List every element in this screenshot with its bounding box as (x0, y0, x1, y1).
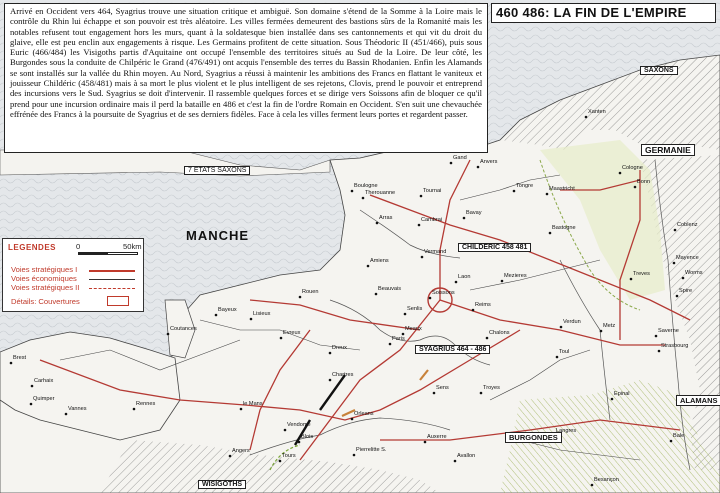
city-label-bale: Bale (673, 433, 685, 439)
city-label-worms: Worms (685, 270, 703, 276)
city-label-senlis: Senlis (407, 306, 423, 312)
legend-details: Détails: Couvertures (11, 297, 80, 306)
city-dot-therouanne (362, 197, 365, 200)
city-label-blois: Blois (301, 434, 314, 440)
city-label-bayeux: Bayeux (218, 307, 237, 313)
city-dot-quimper (30, 403, 33, 406)
city-label-lisieux: Lisieux (253, 311, 271, 317)
city-label-laon: Laon (458, 274, 471, 280)
city-label-troyes: Troyes (483, 385, 500, 391)
city-label-arras: Arras (379, 215, 393, 221)
city-dot-blois (298, 441, 301, 444)
city-dot-toul (556, 356, 559, 359)
city-label-tours: Tours (282, 453, 296, 459)
city-dot-rouen (299, 296, 302, 299)
city-dot-cambrai (418, 224, 421, 227)
city-dot-evreux (280, 337, 283, 340)
city-label-bavay: Bavay (466, 210, 482, 216)
city-dot-spire (676, 295, 679, 298)
city-dot-anvers (477, 166, 480, 169)
city-dot-meaux (402, 333, 405, 336)
city-dot-bayeux (215, 314, 218, 317)
city-label-evreux: Evreux (283, 330, 301, 336)
city-label-saverne: Saverne (658, 328, 679, 334)
city-label-therouanne: Therouanne (365, 190, 396, 196)
map-title-text: 460 486: LA FIN DE L'EMPIRE (496, 5, 687, 20)
city-label-anvers: Anvers (480, 159, 498, 165)
city-label-orleans: Orleans (354, 411, 374, 417)
city-dot-auxerre (424, 441, 427, 444)
city-dot-maastricht (546, 193, 549, 196)
city-dot-vendome (284, 429, 287, 432)
city-label-amiens: Amiens (370, 258, 389, 264)
scale-end-label: 50km (123, 242, 142, 251)
city-label-epinal: Epinal (614, 391, 630, 397)
city-label-treves: Treves (633, 271, 650, 277)
city-dot-senlis (404, 313, 407, 316)
city-label-langres: Langres (556, 428, 577, 434)
city-dot-besancon (591, 484, 594, 487)
city-label-mayence: Mayence (676, 255, 699, 261)
city-label-angers: Angers (232, 448, 250, 454)
city-dot-verdun (560, 326, 563, 329)
city-dot-amiens (367, 265, 370, 268)
city-dot-lisieux (250, 318, 253, 321)
region-alamans: ALAMANS (676, 395, 720, 406)
city-label-cambrai: Cambrai (421, 217, 443, 223)
city-dot-mezieres (501, 280, 504, 283)
city-dot-gand (450, 162, 453, 165)
city-dot-dreux (329, 352, 332, 355)
city-label-chalons: Chalons (489, 330, 510, 336)
city-dot-chartres (329, 379, 332, 382)
legend-coverage-swatch (107, 296, 129, 306)
city-label-paris: Paris (392, 336, 405, 342)
scale-zero-label: 0 (76, 242, 81, 251)
city-dot-tournai (420, 195, 423, 198)
legend-line-2 (89, 288, 135, 289)
map-title (491, 3, 716, 23)
city-label-besancon: Besançon (594, 477, 619, 483)
city-label-dreux: Dreux (332, 345, 347, 351)
city-dot-carhaix (31, 385, 34, 388)
city-dot-bavay (463, 217, 466, 220)
legend-title: LEGENDES (8, 243, 57, 252)
region-wisigoths: WISIGOTHS (198, 480, 246, 489)
city-dot-worms (682, 277, 685, 280)
city-label-bonn: Bonn (637, 179, 651, 185)
city-dot-rennes (133, 408, 136, 411)
region-burgondes: BURGONDES (505, 432, 562, 443)
legend-line-1 (89, 270, 135, 272)
scale-bar (78, 252, 138, 255)
city-label-brest: Brest (13, 355, 27, 361)
city-dot-laon (455, 281, 458, 284)
city-label-spire: Spire (679, 288, 693, 294)
city-label-metz: Metz (603, 323, 616, 329)
city-dot-strasbourg (658, 350, 661, 353)
city-dot-brest (10, 362, 13, 365)
city-label-verdun: Verdun (563, 319, 581, 325)
city-label-reims: Reims (475, 302, 491, 308)
city-dot-paris (389, 343, 392, 346)
city-dot-arras (376, 222, 379, 225)
city-label-maastricht: Maastricht (549, 186, 575, 192)
city-dot-avallon (454, 460, 457, 463)
legend-box (2, 238, 144, 312)
city-label-meaux: Meaux (405, 326, 422, 332)
intro-text-box (4, 3, 488, 153)
city-label-rouen: Rouen (302, 289, 319, 295)
city-dot-boulogne (351, 190, 354, 193)
intro-text: Arrivé en Occident vers 464, Syagrius trouve une situation critique et ambiguë. Son domaine s'étend de la Somme à la Loire mais le contrôle du Rhin lui échappe et son pouvoir est très aléatoire. Les villes fermées demeurent des bastions sûrs de la Romanité mais les notables refusent tout engagement hors les murs, quant à la soldatesque bien installée dans ses cantonnements et qui vit du droit du glaive, elle est peu enclin aux engagements à risque. Les Germains profitent de cette situation. Sous Théodoric II (451/466), puis sous Euric (466/484) les Visigoths partis d'Aquitaine ont occupé l'ensemble des territoires situés au Sud de la Loire. De leur côté, les Burgondes sous la conduite de Chilpéric le Grand (476/491) ont acquis l'ensemble des terres du Bassin Rhodanien. Enfin les Alamands se sont installés sur la vallée du Rhin moyen. Au Nord, Syagrius a réussi à maintenir les ambitions des Francs en flattant le vaniteux et jouisseur Childéric (458/481) mais à sa mort le plus violent et le plus intelligent de ses rejetons, Clovis, prend le pouvoir et entreprend des incursions vers le Sud. Syagrius se doit d'intervenir. Il rassemble quelques forces et se dirige vers Soissons afin de bloquer ce qu'il prend pour une incursion ordinaire mais il perd la bataille en 486 et c'est la fin de l'ordre Romain en Occident. S'en suit une chevauchée effrénée des Francs à la poursuite de Syagrius et de ses derniers fidèles. Face à cela les villes ferment leurs portes et regardent passer. (10, 6, 482, 119)
city-label-vermand: Vermand (424, 249, 447, 255)
city-label-coutances: Coutances (170, 326, 197, 332)
legend-voies-eco: Voies économiques (11, 274, 77, 283)
region-etats-saxons: 7 ETATS SAXONS (184, 166, 250, 175)
city-dot-tongre (513, 190, 516, 193)
city-dot-soissons (429, 297, 432, 300)
city-label-toul: Toul (559, 349, 570, 355)
city-label-boulogne: Boulogne (354, 183, 378, 189)
city-label-coblenz: Coblenz (677, 222, 698, 228)
city-label-carhaix: Carhaix (34, 378, 54, 384)
city-label-tournai: Tournai (423, 188, 442, 194)
city-dot-sens (433, 392, 436, 395)
city-label-auxerre: Auxerre (427, 434, 447, 440)
city-label-quimper: Quimper (33, 396, 55, 402)
city-label-sens: Sens (436, 385, 449, 391)
city-dot-saverne (655, 335, 658, 338)
city-label-chartres: Chartres (332, 372, 354, 378)
city-label-gand: Gand (453, 155, 467, 161)
city-label-strasbourg: Strasbourg (661, 343, 689, 349)
region-saxons: SAXONS (640, 66, 678, 75)
city-dot-cologne (619, 172, 622, 175)
city-dot-epinal (611, 398, 614, 401)
city-dot-le-mans (240, 408, 243, 411)
city-label-soissons: Soissons (432, 290, 455, 296)
city-label-beauvais: Beauvais (378, 286, 402, 292)
city-dot-coblenz (674, 229, 677, 232)
city-dot-angers (229, 455, 232, 458)
city-dot-mayence (673, 262, 676, 265)
city-label-vannes: Vannes (68, 406, 87, 412)
city-label-tongre: Tongre (516, 183, 534, 189)
region-childeric: CHILDERIC 458 481 (458, 243, 531, 252)
city-label-mezieres: Mezieres (504, 273, 527, 279)
city-label-cologne: Cologne (622, 165, 643, 171)
city-dot-vermand (421, 256, 424, 259)
city-dot-bastogne (549, 232, 552, 235)
city-dot-bonn (634, 186, 637, 189)
city-dot-beauvais (375, 293, 378, 296)
city-dot-metz (600, 330, 603, 333)
city-dot-troyes (480, 392, 483, 395)
city-label-rennes: Rennes (136, 401, 156, 407)
city-label-le-mans: le Mans (243, 401, 263, 407)
city-dot-xanten (585, 116, 588, 119)
region-syagrius: SYAGRIUS 464 - 486 (415, 345, 490, 354)
city-dot-vannes (65, 413, 68, 416)
city-dot-tours (279, 460, 282, 463)
city-label-xanten: Xanten (588, 109, 606, 115)
city-label-vendome: Vendome (287, 422, 311, 428)
region-germanie: GERMANIE (641, 144, 695, 156)
city-label-avallon: Avallon (457, 453, 476, 459)
legend-line-eco (89, 279, 135, 280)
legend-voies-1: Voies stratégiques I (11, 265, 78, 274)
city-dot-coutances (167, 333, 170, 336)
city-label-bastogne: Bastogne (552, 225, 576, 231)
city-label-pierrelitte: Pierrelitte S. (356, 447, 387, 453)
city-dot-treves (630, 278, 633, 281)
city-dot-bale (670, 440, 673, 443)
city-dot-chalons (486, 337, 489, 340)
city-dot-reims (472, 309, 475, 312)
city-dot-orleans (351, 418, 354, 421)
city-dot-pierrelitte (353, 454, 356, 457)
legend-voies-2: Voies stratégiques II (11, 283, 80, 292)
region-manche: MANCHE (186, 228, 250, 243)
